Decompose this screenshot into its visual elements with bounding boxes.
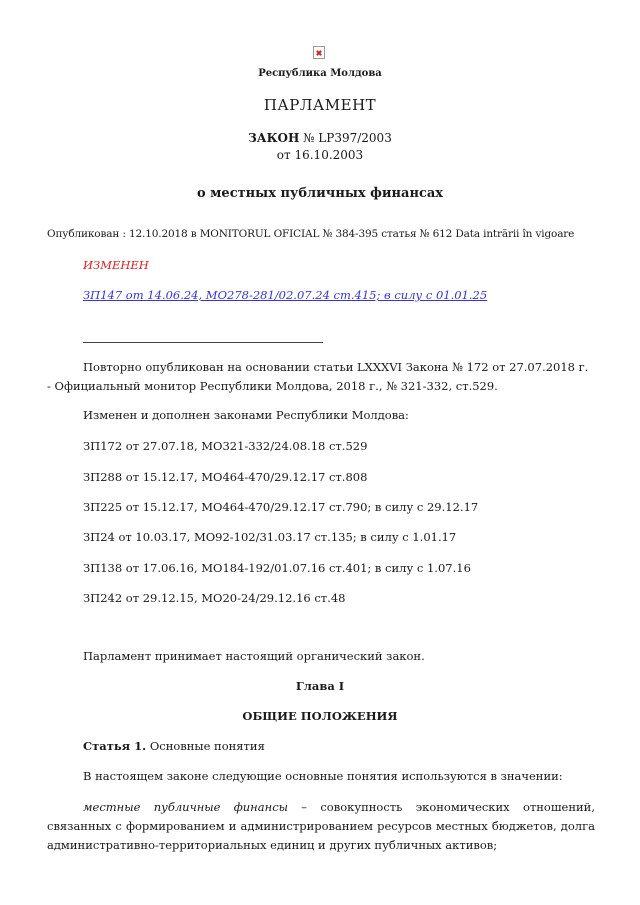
law-label: ЗАКОН [248,131,300,145]
definition-paragraph [47,798,595,855]
law-title: о местных публичных финансах [196,186,444,201]
issuer-title: ПАРЛАМЕНТ [263,96,377,114]
broken-image-icon [313,46,325,59]
publication-info: Опубликован : 12.10.2018 в MONITORUL OFICIAL № 384-395 статья № 612 Data intrării în vigoare [47,228,575,240]
law-number-line [0,131,640,145]
country-name: Республика Молдова [258,68,382,79]
amendment-item: ЗП24 от 10.03.17, МО92-102/31.03.17 ст.135; в силу с 1.01.17 [83,530,457,544]
definition-term: местные публичные финансы [83,800,288,814]
article-intro: В настоящем законе следующие основные понятия используются в значении: [83,769,563,783]
republication-line-1: Повторно опубликован на основании статьи LXXXVI Закона № 172 от 27.07.2018 г. [83,360,589,374]
amendment-item: ЗП242 от 29.12.15, МО20-24/29.12.16 ст.48 [83,591,346,605]
article-label: Статья 1. [83,739,147,753]
amendments-intro: Изменен и дополнен законами Республики Молдова: [83,408,409,422]
amendment-link[interactable]: ЗП147 от 14.06.24, МО278-281/02.07.24 ст.415; в силу с 01.01.25 [83,288,488,302]
article-heading [83,739,265,753]
amendment-item: ЗП288 от 15.12.17, МО464-470/29.12.17 ст.808 [83,470,368,484]
definition-text: – совокупность экономических отношений, связанных с формированием и администрированием ресурсов местных бюджетов, долга административно-территориальных единиц и других публичных активов; [47,800,595,852]
chapter-title: ОБЩИЕ ПОЛОЖЕНИЯ [242,709,398,723]
republication-note [47,358,595,396]
law-number: № LP397/2003 [303,131,392,145]
republication-line-2: - Официальный монитор Республики Молдова, 2018 г., № 321-332, ст.529. [47,379,498,393]
amendment-item: ЗП138 от 17.06.16, МО184-192/01.07.16 ст.401; в силу с 1.07.16 [83,561,471,575]
chapter-number: Глава I [295,679,345,693]
article-title: Основные понятия [149,739,265,753]
amendment-item: ЗП172 от 27.07.18, МО321-332/24.08.18 ст.529 [83,439,368,453]
law-date: от 16.10.2003 [276,148,364,162]
status-label: ИЗМЕНЕН [83,258,149,272]
separator-line [83,342,323,343]
adoption-statement: Парламент принимает настоящий органический закон. [83,649,425,663]
amendment-item: ЗП225 от 15.12.17, МО464-470/29.12.17 ст.790; в силу с 29.12.17 [83,500,479,514]
